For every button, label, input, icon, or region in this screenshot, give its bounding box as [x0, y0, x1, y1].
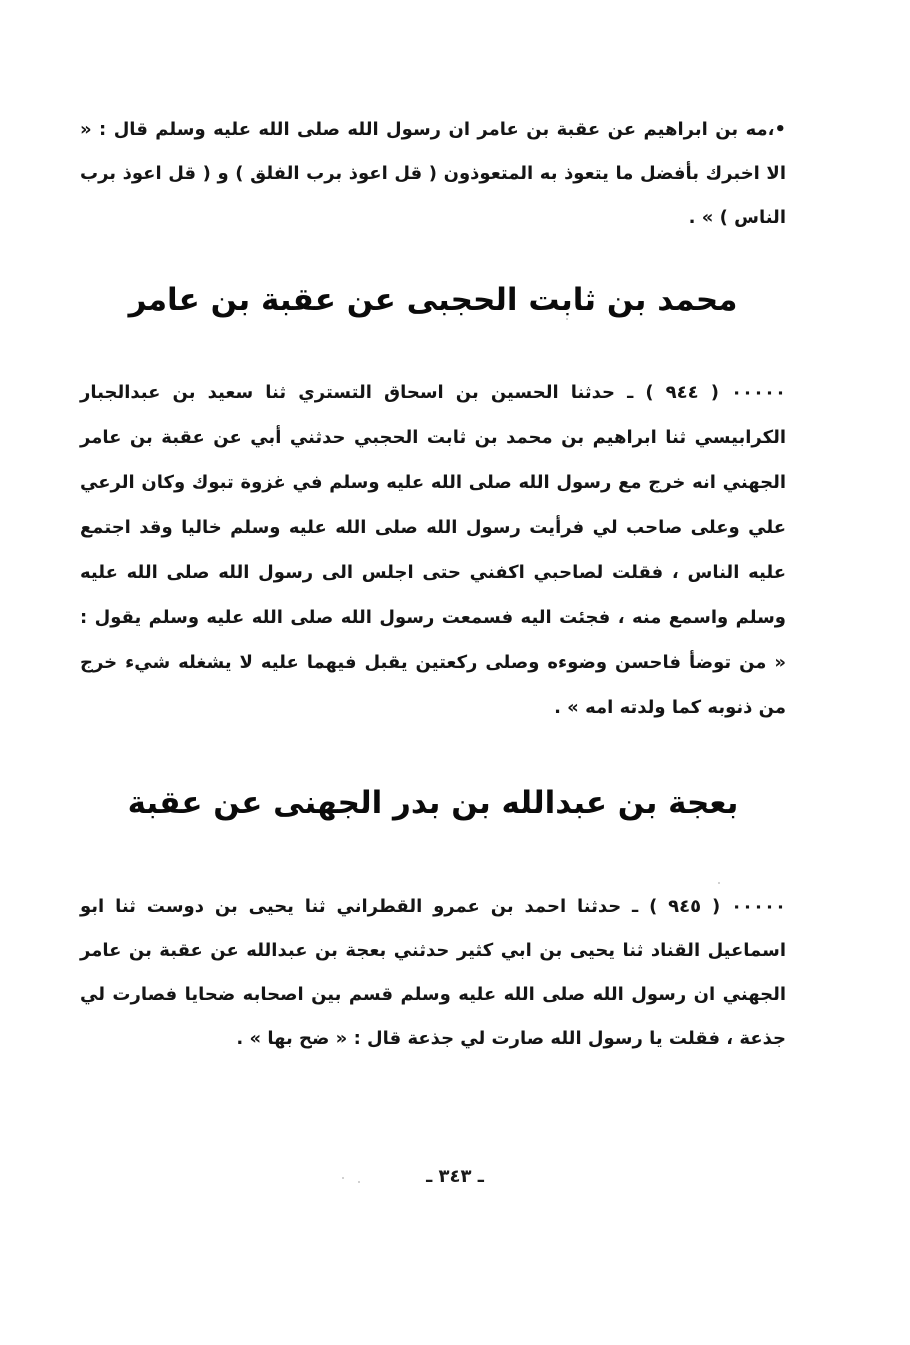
page-number: ـ ٣٤٣ ـ	[426, 1166, 484, 1187]
chapter-heading-bajah-ibn-abdullah: بعجة بن عبدالله بن بدر الجهنى عن عقبة	[127, 785, 739, 821]
scan-speck	[358, 1181, 360, 1183]
hadith-paragraph-945: ٠٠٠٠٠ ( ٩٤٥ ) ـ حدثنا احمد بن عمرو القطراني ثنا يحيى بن دوست ثنا ابو اسماعيل القناد ثنا يحيى بن ابي كثير حدثني بعجة بن عبدالله عن عقبة بن عامر الجهني ان رسول الله صلى الله عليه وسلم قسم بين اصحابه ضحايا فصارت لي جذعة ، فقلت يا رسول الله صارت لي جذعة قال : « ضح بها » .	[80, 896, 786, 1049]
hadith-paragraph-944: ٠٠٠٠٠ ( ٩٤٤ ) ـ حدثنا الحسين بن اسحاق التستري ثنا سعيد بن عبدالجبار الكرابيسي ثنا ابراهيم بن محمد بن ثابت الحجبي حدثني أبي عن عقبة بن عامر الجهني انه خرج مع رسول الله صلى الله عليه وسلم في غزوة تبوك وكان الرعي علي وعلى صاحب لي فرأيت رسول الله صلى الله عليه وسلم خاليا وقد اجتمع عليه الناس ، فقلت لصاحبي اكفني حتى اجلس الى رسول الله صلى الله عليه وسلم واسمع منه ، فجئت اليه فسمعت رسول الله صلى الله عليه وسلم يقول : « من توضأ فاحسن وضوءه وصلى ركعتين يقبل فيهما عليه لا يشغله شيء خرج من ذنوبه كما ولدته امه » .	[80, 382, 786, 718]
chapter-heading-muhammad-ibn-thabit: محمد بن ثابت الحجبى عن عقبة بن عامر	[128, 282, 738, 318]
scan-speck	[718, 882, 720, 884]
scan-speck	[566, 318, 568, 320]
scan-speck	[342, 1177, 344, 1179]
hadith-paragraph-continuation: •،مه بن ابراهيم عن عقبة بن عامر ان رسول الله صلى الله عليه وسلم قال : « الا اخبرك بأفضل ما يتعوذ به المتعوذون ( قل اعوذ برب الفلق ) و ( قل اعوذ برب الناس ) » .	[80, 119, 786, 228]
